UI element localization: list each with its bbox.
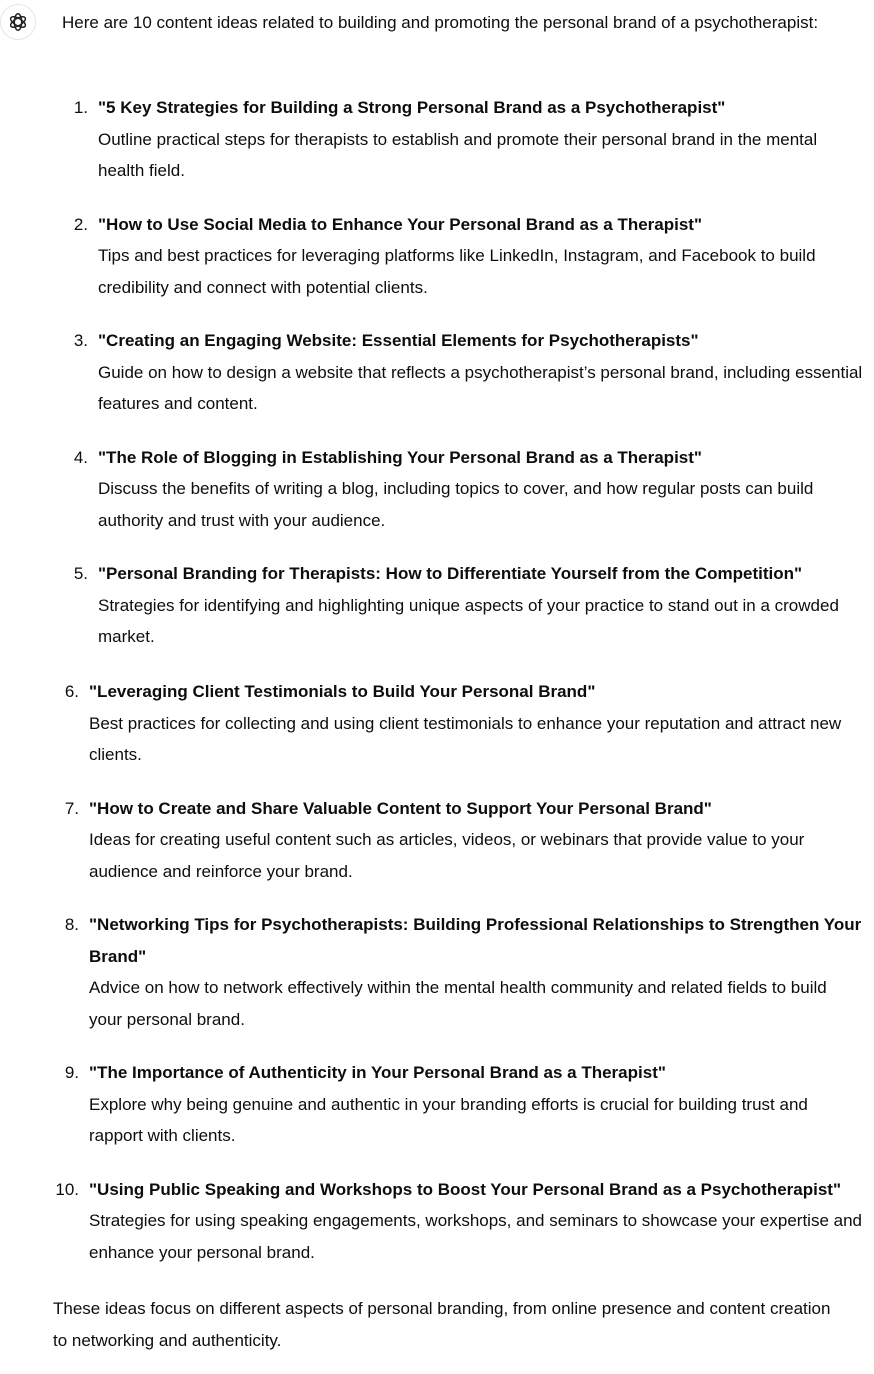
- ideas-list-part-1: [73, 92, 863, 675]
- item-number: 5.: [73, 564, 88, 583]
- item-number: 4.: [73, 447, 88, 467]
- list-item: [73, 209, 863, 304]
- list-item: [73, 558, 863, 653]
- item-number: 2.: [73, 214, 88, 234]
- item-number: 3.: [73, 331, 88, 350]
- list-item: [55, 1174, 864, 1269]
- item-description: Outline practical steps for therapists to establish and promote their personal brand in the mental health field.: [98, 129, 818, 180]
- item-description: Ideas for creating useful content such as articles, videos, or webinars that provide value to your audience and reinforce your brand.: [89, 830, 805, 881]
- item-number: 8.: [64, 915, 79, 934]
- item-title: "Leveraging Client Testimonials to Build Your Personal Brand": [89, 682, 596, 701]
- item-title: "Using Public Speaking and Workshops to Boost Your Personal Brand as a Psychotherapist": [89, 1179, 842, 1199]
- item-number: 6.: [64, 682, 79, 701]
- item-title: "The Importance of Authenticity in Your Personal Brand as a Therapist": [89, 1063, 666, 1082]
- assistant-avatar: [0, 4, 36, 40]
- list-item: [64, 909, 864, 1035]
- item-description: Discuss the benefits of writing a blog, including topics to cover, and how regular posts can build authority and trust with your audience.: [98, 479, 814, 530]
- item-description: Advice on how to network effectively within the mental health community and related fields to build your personal brand.: [89, 978, 827, 1029]
- item-title: "How to Use Social Media to Enhance Your Personal Brand as a Therapist": [98, 214, 703, 234]
- intro-text: Here are 10 content ideas related to building and promoting the personal brand of a psychotherapist:: [62, 13, 819, 32]
- list-item: [73, 92, 863, 187]
- item-number: 7.: [64, 798, 79, 818]
- item-description: Guide on how to design a website that reflects a psychotherapist’s personal brand, including essential features and content.: [98, 362, 863, 413]
- list-item: [64, 676, 864, 771]
- item-number: 10.: [55, 1179, 79, 1199]
- item-title: "The Role of Blogging in Establishing Your Personal Brand as a Therapist": [98, 447, 702, 467]
- item-title: "Networking Tips for Psychotherapists: Building Professional Relationships to Strengthen Your Brand": [89, 915, 862, 966]
- item-description: Explore why being genuine and authentic in your branding efforts is crucial for building trust and rapport with clients.: [89, 1094, 808, 1145]
- item-title: "How to Create and Share Valuable Content to Support Your Personal Brand": [89, 798, 712, 818]
- item-title: "Personal Branding for Therapists: How to Differentiate Yourself from the Competition": [98, 564, 803, 583]
- list-item: [73, 325, 863, 420]
- list-item: [64, 1057, 864, 1152]
- item-title: "Creating an Engaging Website: Essential Elements for Psychotherapists": [98, 331, 699, 350]
- item-description: Best practices for collecting and using client testimonials to enhance your reputation and attract new clients.: [89, 713, 842, 764]
- item-description: Tips and best practices for leveraging platforms like LinkedIn, Instagram, and Facebook to build credibility and connect with potential clients.: [98, 246, 816, 297]
- outro-text: These ideas focus on different aspects of personal branding, from online presence and content creation to networking and authenticity.: [53, 1299, 831, 1350]
- ideas-list-part-2: [55, 676, 864, 1290]
- item-number: 9.: [64, 1063, 79, 1082]
- list-item: [64, 793, 864, 888]
- list-item: [73, 442, 863, 537]
- item-description: Strategies for using speaking engagements, workshops, and seminars to showcase your expertise and enhance your personal brand.: [89, 1211, 862, 1262]
- item-description: Strategies for identifying and highlighting unique aspects of your practice to stand out in a crowded market.: [98, 595, 839, 646]
- openai-logo-icon: [7, 11, 29, 33]
- item-number: 1.: [73, 98, 88, 117]
- item-title: "5 Key Strategies for Building a Strong Personal Brand as a Psychotherapist": [98, 98, 726, 117]
